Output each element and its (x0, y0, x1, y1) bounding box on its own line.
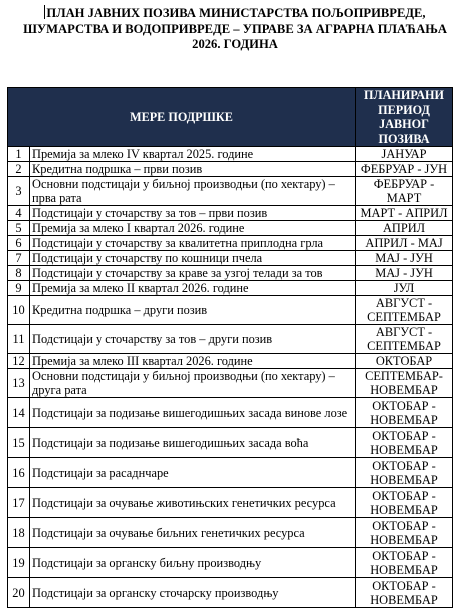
row-measure: Премија за млеко I квартал 2026. године (30, 221, 356, 236)
table-row (8, 548, 453, 578)
row-period: ЈАНУАР (356, 147, 453, 162)
row-number: 17 (8, 488, 30, 518)
header-measures: МЕРЕ ПОДРШКЕ (8, 88, 356, 147)
document-title (20, 5, 450, 53)
row-number: 20 (8, 578, 30, 608)
row-period: АВГУСТ - СЕПТЕМБАР (356, 296, 453, 325)
table-row (8, 281, 453, 296)
table-header-row (8, 88, 453, 147)
row-period: ОКТОБАР - НОВЕМБАР (356, 458, 453, 488)
row-period: ОКТОБАР - НОВЕМБАР (356, 398, 453, 428)
row-period: ОКТОБАР - НОВЕМБАР (356, 518, 453, 548)
table-row (8, 266, 453, 281)
row-number: 9 (8, 281, 30, 296)
row-measure: Премија за млеко II квартал 2026. године (30, 281, 356, 296)
table-row (8, 578, 453, 608)
table-row (8, 458, 453, 488)
table-row (8, 325, 453, 354)
table-row (8, 147, 453, 162)
row-number: 6 (8, 236, 30, 251)
row-period: ФЕБРУАР - МАРТ (356, 177, 453, 206)
row-period: МАРТ - АПРИЛ (356, 206, 453, 221)
title-line-2: ШУМАРСТВА И ВОДОПРИВРЕДЕ – УПРАВЕ ЗА АГРАРНА ПЛАЋАЊА (23, 21, 447, 36)
row-measure: Подстицаји у сточарству за тов – први позив (30, 206, 356, 221)
table-row (8, 518, 453, 548)
row-measure: Кредитна подршка – први позив (30, 162, 356, 177)
row-measure: Подстицаји за подизање вишегодишњих засада воћа (30, 428, 356, 458)
row-number: 16 (8, 458, 30, 488)
row-number: 3 (8, 177, 30, 206)
table-row (8, 206, 453, 221)
row-number: 15 (8, 428, 30, 458)
table-row (8, 236, 453, 251)
row-period: ОКТОБАР - НОВЕМБАР (356, 548, 453, 578)
row-period: ОКТОБАР - НОВЕМБАР (356, 488, 453, 518)
row-period: АПРИЛ - МАЈ (356, 236, 453, 251)
table-row (8, 369, 453, 398)
row-number: 7 (8, 251, 30, 266)
row-measure: Подстицаји за расаднчаре (30, 458, 356, 488)
row-measure: Подстицаји у сточарству за краве за узгој телади за тов (30, 266, 356, 281)
row-measure: Основни подстицаји у биљној производњи (по хектару) – друга рата (30, 369, 356, 398)
row-measure: Основни подстицаји у биљној производњи (по хектару) – прва рата (30, 177, 356, 206)
row-measure: Подстицаји за очување биљних генетичких ресурса (30, 518, 356, 548)
row-period: ОКТОБАР - НОВЕМБАР (356, 578, 453, 608)
header-period (356, 88, 453, 147)
title-line-3: 2026. ГОДИНА (192, 37, 278, 51)
row-number: 14 (8, 398, 30, 428)
header-period-line-2: ПЕРИОД (378, 102, 430, 117)
row-number: 8 (8, 266, 30, 281)
row-number: 13 (8, 369, 30, 398)
row-period: МАЈ - ЈУН (356, 266, 453, 281)
title-line-1 (20, 5, 450, 22)
row-period: СЕПТЕМБАР- НОВЕМБАР (356, 369, 453, 398)
row-measure: Подстицаји у сточарству по кошници пчела (30, 251, 356, 266)
table-row (8, 354, 453, 369)
header-period-line-1: ПЛАНИРАНИ (364, 88, 444, 102)
header-period-line-3: ЈАВНОГ (379, 117, 429, 131)
row-number: 18 (8, 518, 30, 548)
header-period-line-4: ПОЗИВА (378, 131, 430, 146)
row-measure: Подстицаји за очување животињских генетичких ресурса (30, 488, 356, 518)
table-row (8, 488, 453, 518)
row-measure: Кредитна подршка – други позив (30, 296, 356, 325)
row-measure: Подстицаји за органску биљну производњу (30, 548, 356, 578)
row-period: ОКТОБАР (356, 354, 453, 369)
table-row (8, 221, 453, 236)
row-measure: Подстицаји у сточарству за тов – други позив (30, 325, 356, 354)
table-row (8, 162, 453, 177)
table-row (8, 296, 453, 325)
row-number: 10 (8, 296, 30, 325)
row-number: 5 (8, 221, 30, 236)
row-period: МАЈ - ЈУН (356, 251, 453, 266)
calls-plan-table (7, 87, 453, 608)
table-row (8, 398, 453, 428)
row-period: ФЕБРУАР - ЈУН (356, 162, 453, 177)
row-measure: Премија за млеко IV квартал 2025. године (30, 147, 356, 162)
row-measure: Подстицаји за подизање вишегодишњих засада винове лозе (30, 398, 356, 428)
row-number: 1 (8, 147, 30, 162)
row-number: 4 (8, 206, 30, 221)
row-period: АВГУСТ - СЕПТЕМБАР (356, 325, 453, 354)
row-period: ЈУЛ (356, 281, 453, 296)
row-measure: Подстицаји у сточарству за квалитетна приплодна грла (30, 236, 356, 251)
row-measure: Подстицаји за органску сточарску производњу (30, 578, 356, 608)
row-number: 2 (8, 162, 30, 177)
table-row (8, 177, 453, 206)
row-number: 12 (8, 354, 30, 369)
table-row (8, 251, 453, 266)
row-period: АПРИЛ (356, 221, 453, 236)
row-number: 11 (8, 325, 30, 354)
table-row (8, 428, 453, 458)
row-period: ОКТОБАР - НОВЕМБАР (356, 428, 453, 458)
title-line-1-text: ПЛАН ЈАВНИХ ПОЗИВА МИНИСТАРСТВА ПОЉОПРИВРЕДЕ, (46, 6, 426, 20)
row-measure: Премија за млеко III квартал 2026. године (30, 354, 356, 369)
row-number: 19 (8, 548, 30, 578)
